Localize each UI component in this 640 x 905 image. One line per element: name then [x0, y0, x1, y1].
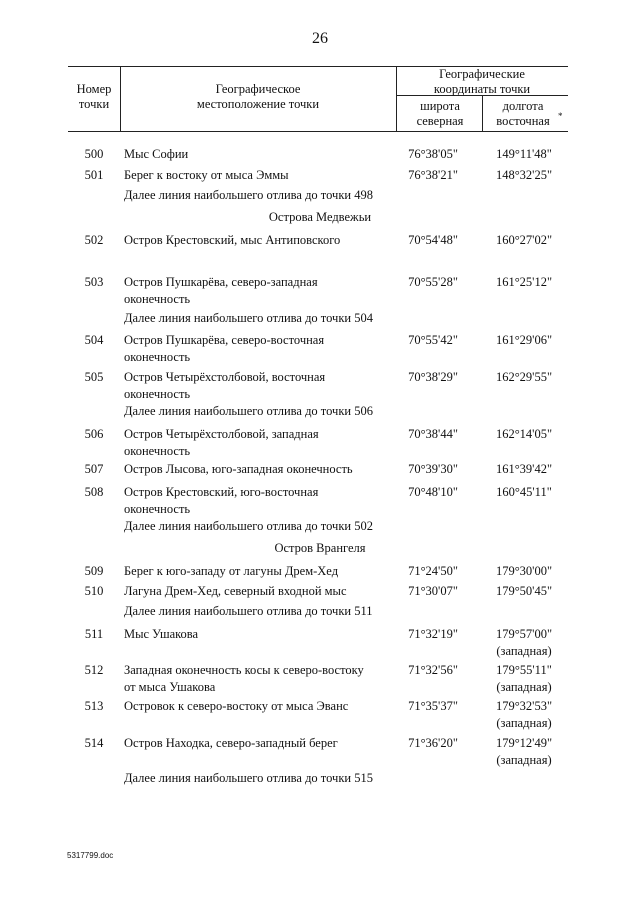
point-location	[124, 274, 394, 308]
continuation-note: Далее линия наибольшего отлива до точки 498	[124, 188, 373, 202]
longitude-value	[482, 426, 566, 443]
location-line: Остров Пушкарёва, северо-западная	[124, 275, 318, 289]
longitude-value	[482, 735, 566, 769]
location-line: Мыс Софии	[124, 147, 189, 161]
point-location	[124, 563, 394, 580]
point-number: 507	[84, 462, 104, 476]
longitude-line: 148°32'25"	[495, 168, 553, 182]
longitude-value	[482, 698, 566, 732]
longitude-value	[482, 274, 566, 291]
location-line: от мыса Ушакова	[124, 680, 216, 694]
latitude-value: 76°38'21"	[408, 168, 458, 182]
point-location	[124, 662, 394, 696]
location-line: Остров Четырёхстолбовой, восточная	[124, 370, 326, 384]
longitude-value	[482, 484, 566, 501]
point-number: 503	[84, 275, 104, 289]
header-divider	[120, 67, 121, 131]
header-number: Номер точки	[76, 82, 112, 111]
header-location: Географическое местоположение точки	[196, 82, 320, 111]
longitude-value	[482, 461, 566, 478]
longitude-line: (западная)	[496, 716, 552, 730]
header-latitude: широта северная	[416, 99, 464, 128]
latitude-value: 70°39'30"	[408, 462, 458, 476]
location-line: Остров Крестовский, мыс Антиповского	[124, 233, 341, 247]
longitude-line: 149°11'48"	[496, 147, 552, 161]
location-line: Западная оконечность косы к северо-востоку	[124, 663, 364, 677]
section-heading: Острова Медвежьи	[268, 210, 372, 224]
point-number: 514	[84, 736, 104, 750]
point-number: 501	[84, 168, 104, 182]
continuation-note: Далее линия наибольшего отлива до точки 504	[124, 311, 373, 325]
header-divider	[482, 95, 483, 131]
latitude-value: 71°35'37"	[408, 699, 458, 713]
continuation-note: Далее линия наибольшего отлива до точки 515	[124, 771, 373, 785]
section-heading: Остров Врангеля	[274, 541, 366, 555]
point-number: 504	[84, 333, 104, 347]
table-header	[68, 66, 568, 132]
point-number: 511	[84, 627, 104, 641]
latitude-value: 70°54'48"	[408, 233, 458, 247]
location-line: оконечность	[124, 387, 191, 401]
latitude-value: 71°36'20"	[408, 736, 458, 750]
location-line: Берег к юго-западу от лагуны Дрем-Хед	[124, 564, 339, 578]
longitude-value	[482, 232, 566, 249]
longitude-line: 162°14'05"	[495, 427, 553, 441]
footer-filename: 5317799.doc	[67, 851, 114, 860]
point-number: 500	[84, 147, 104, 161]
location-line: Остров Крестовский, юго-восточная	[124, 485, 319, 499]
header-divider	[396, 67, 397, 131]
point-location	[124, 583, 394, 600]
location-line: оконечность	[124, 292, 191, 306]
longitude-line: (западная)	[496, 680, 552, 694]
continuation-note: Далее линия наибольшего отлива до точки 511	[124, 604, 373, 618]
longitude-line: (западная)	[496, 753, 552, 767]
longitude-value	[482, 332, 566, 349]
longitude-line: 179°32'53"	[495, 699, 553, 713]
location-line: Лагуна Дрем-Хед, северный входной мыс	[124, 584, 347, 598]
header-longitude: долгота восточная	[496, 99, 550, 128]
location-line: Мыс Ушакова	[124, 627, 199, 641]
longitude-value	[482, 626, 566, 660]
longitude-value	[482, 662, 566, 696]
longitude-line: 160°27'02"	[495, 233, 553, 247]
point-location	[124, 332, 394, 366]
point-location	[124, 484, 394, 518]
latitude-value: 71°30'07"	[408, 584, 458, 598]
latitude-value: 70°55'42"	[408, 333, 458, 347]
location-line: Остров Лысова, юго-западная оконечность	[124, 462, 353, 476]
point-number: 513	[84, 699, 104, 713]
longitude-line: 179°30'00"	[495, 564, 553, 578]
latitude-value: 70°38'29"	[408, 370, 458, 384]
location-line: Остров Находка, северо-западный берег	[124, 736, 338, 750]
point-number: 502	[84, 233, 104, 247]
point-location	[124, 626, 394, 643]
continuation-note: Далее линия наибольшего отлива до точки 506	[124, 404, 373, 418]
point-location	[124, 426, 394, 460]
point-location	[124, 461, 394, 478]
continuation-note: Далее линия наибольшего отлива до точки 502	[124, 519, 373, 533]
point-number: 509	[84, 564, 104, 578]
longitude-value	[482, 563, 566, 580]
footnote-mark: *	[558, 111, 563, 121]
location-line: оконечность	[124, 502, 191, 516]
longitude-line: 161°29'06"	[495, 333, 553, 347]
page-number: 26	[312, 30, 328, 47]
location-line: Островок к северо-востоку от мыса Эванс	[124, 699, 349, 713]
latitude-value: 71°24'50"	[408, 564, 458, 578]
point-location	[124, 146, 394, 163]
point-number: 508	[84, 485, 104, 499]
point-number: 510	[84, 584, 104, 598]
location-line: Берег к востоку от мыса Эммы	[124, 168, 289, 182]
latitude-value: 70°48'10"	[408, 485, 458, 499]
point-location	[124, 698, 394, 715]
latitude-value: 71°32'56"	[408, 663, 458, 677]
location-line: Остров Четырёхстолбовой, западная	[124, 427, 319, 441]
latitude-value: 71°32'19"	[408, 627, 458, 641]
location-line: Остров Пушкарёва, северо-восточная	[124, 333, 325, 347]
longitude-line: 160°45'11"	[496, 485, 552, 499]
longitude-line: 179°50'45"	[495, 584, 553, 598]
longitude-line: 161°25'12"	[495, 275, 553, 289]
point-number: 506	[84, 427, 104, 441]
longitude-value	[482, 167, 566, 184]
header-coordinates: Географические координаты точки	[433, 67, 531, 96]
point-location	[124, 232, 394, 249]
latitude-value: 70°38'44"	[408, 427, 458, 441]
longitude-line: 179°57'00"	[495, 627, 553, 641]
point-location	[124, 167, 394, 184]
longitude-line: 162°29'55"	[495, 370, 553, 384]
location-line: оконечность	[124, 350, 191, 364]
point-location	[124, 369, 394, 403]
longitude-line: (западная)	[496, 644, 552, 658]
location-line: оконечность	[124, 444, 191, 458]
point-number: 512	[84, 663, 104, 677]
point-number: 505	[84, 370, 104, 384]
point-location	[124, 735, 394, 752]
longitude-line: 179°55'11"	[496, 663, 552, 677]
longitude-value	[482, 146, 566, 163]
latitude-value: 70°55'28"	[408, 275, 458, 289]
longitude-value	[482, 369, 566, 386]
longitude-value	[482, 583, 566, 600]
longitude-line: 179°12'49"	[495, 736, 553, 750]
longitude-line: 161°39'42"	[495, 462, 553, 476]
latitude-value: 76°38'05"	[408, 147, 458, 161]
